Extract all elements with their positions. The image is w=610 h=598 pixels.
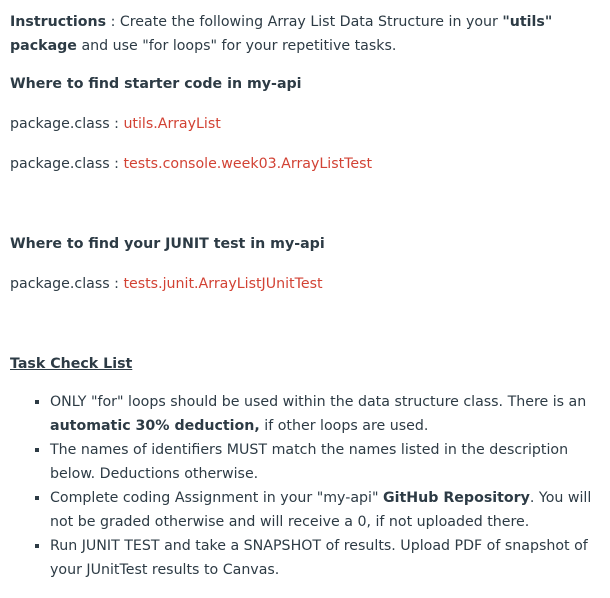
- task-check-list: [10, 390, 604, 582]
- package-class-value: tests.console.week03.ArrayListTest: [123, 156, 373, 172]
- starter-package-line-2: [10, 152, 604, 176]
- junit-package-line: [10, 272, 604, 296]
- package-class-value: utils.ArrayList: [123, 116, 221, 132]
- package-class-value: tests.junit.ArrayListJUnitTest: [123, 276, 323, 292]
- junit-test-heading: Where to find your JUNIT test in my-api: [10, 236, 325, 252]
- package-prefix: package.class :: [10, 276, 124, 292]
- instructions-separator: :: [106, 14, 120, 30]
- package-prefix: package.class :: [10, 116, 124, 132]
- assignment-content: [10, 10, 604, 582]
- task-check-list-title: Task Check List: [10, 356, 133, 372]
- instructions-label: Instructions: [10, 14, 107, 30]
- package-prefix: package.class :: [10, 156, 124, 172]
- starter-code-heading: Where to find starter code in my-api: [10, 76, 302, 92]
- instructions-text-1: Create the following Array List Data Structure in your: [119, 14, 503, 30]
- task-item-1-text-c: if other loops are used.: [259, 418, 429, 434]
- task-item: Run JUNIT TEST and take a SNAPSHOT of results. Upload PDF of snapshot of your JUnitTest results to Canvas.: [50, 534, 604, 582]
- task-item-3-text-a: Complete coding Assignment in your "my-api": [50, 490, 384, 506]
- starter-package-line-1: [10, 112, 604, 136]
- task-item: [50, 486, 604, 534]
- task-item: [50, 390, 604, 438]
- utils-package-emphasis: "utils" package: [10, 14, 553, 54]
- instructions-paragraph: [10, 10, 604, 58]
- task-item-1-text-a: ONLY "for" loops should be used within the data structure class. There is an: [50, 394, 587, 410]
- deduction-emphasis: automatic 30% deduction,: [50, 418, 260, 434]
- task-item: The names of identifiers MUST match the names listed in the description below. Deductions otherwise.: [50, 438, 604, 486]
- task-item-3-text-c: . You will not be graded otherwise and will receive a 0, if not uploaded there.: [50, 490, 592, 530]
- instructions-text-2: and use "for loops" for your repetitive tasks.: [76, 38, 397, 54]
- github-repository-emphasis: GitHub Repository: [383, 490, 530, 506]
